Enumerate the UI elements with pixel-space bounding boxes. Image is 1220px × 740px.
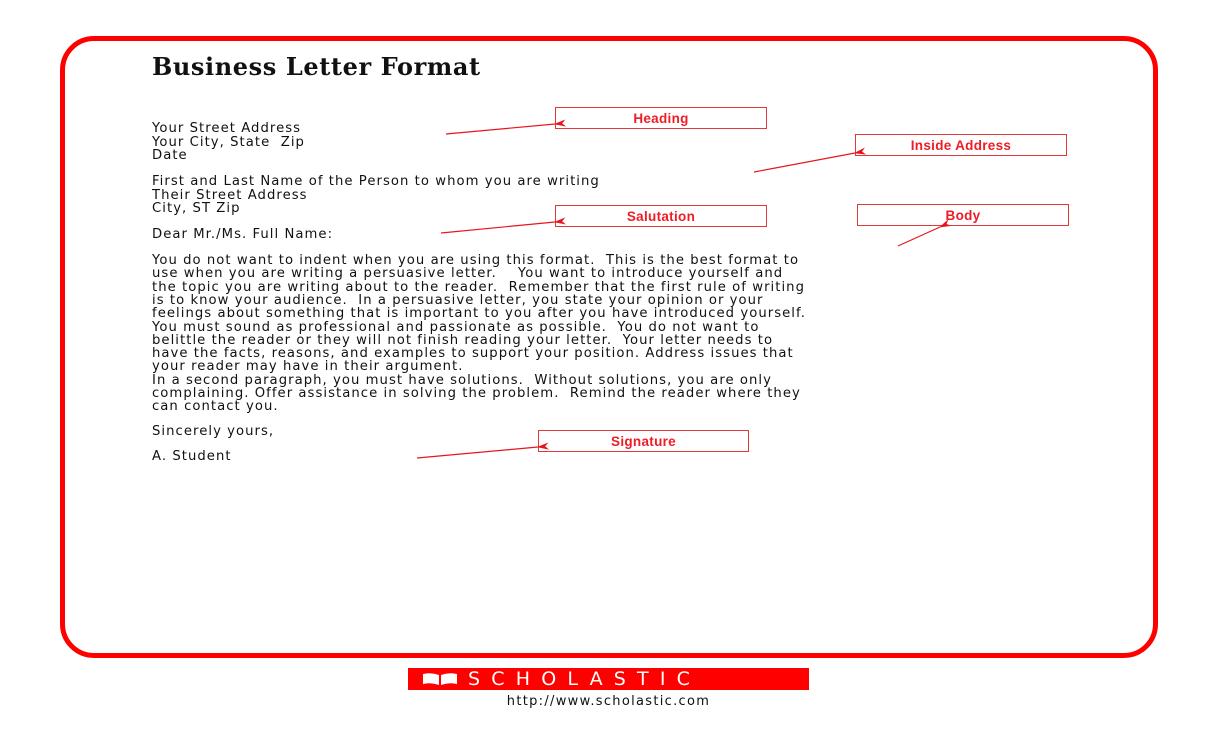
body-line: You must sound as professional and passionate as possible. You do not want to bbox=[152, 319, 760, 335]
body-line: You do not want to indent when you are using this format. This is the best format to bbox=[152, 253, 800, 268]
closing-text: Sincerely yours, bbox=[152, 424, 275, 439]
salutation-text: Dear Mr./Ms. Full Name: bbox=[152, 227, 334, 242]
body-line: is to know your audience. In a persuasive letter, you state your opinion or your bbox=[152, 292, 764, 308]
label-signature: Signature bbox=[538, 430, 749, 452]
body-line: have the facts, reasons, and examples to support your position. Address issues that bbox=[152, 346, 794, 362]
label-heading: Heading bbox=[555, 107, 767, 129]
footer-url[interactable]: http://www.scholastic.com bbox=[506, 694, 711, 709]
brand-name: SCHOLASTIC bbox=[468, 668, 702, 690]
body-line: complaining. Offer assistance in solving the problem. Remind the reader where they bbox=[152, 386, 801, 401]
inside-address-street: Their Street Address bbox=[152, 187, 308, 203]
body-line: In a second paragraph, you must have solutions. Without solutions, you are only bbox=[152, 372, 772, 388]
body-line: belittle the reader or they will not finish reading your letter. Your letter needs to bbox=[152, 332, 774, 348]
body-line: use when you are writing a persuasive letter. You want to introduce yourself and bbox=[152, 266, 784, 282]
body-line: feelings about something that is important to you after you have introduced yourself. bbox=[152, 306, 806, 322]
body-line: the topic you are writing about to the reader. Remember that the first rule of writing bbox=[152, 279, 806, 295]
inside-address-city: City, ST Zip bbox=[152, 201, 241, 216]
body-line: can contact you. bbox=[152, 399, 279, 415]
label-body: Body bbox=[857, 204, 1069, 226]
heading-line-date: Date bbox=[152, 148, 188, 163]
label-inside-address: Inside Address bbox=[855, 134, 1067, 156]
body-line: your reader may have in their argument. bbox=[152, 359, 464, 375]
inside-address-name: First and Last Name of the Person to whom you are writing bbox=[152, 174, 600, 189]
heading-line-street: Your Street Address bbox=[152, 121, 302, 136]
signature-text: A. Student bbox=[152, 449, 232, 464]
scholastic-logo bbox=[408, 668, 809, 690]
heading-line-city: Your City, State Zip bbox=[152, 134, 305, 150]
label-salutation: Salutation bbox=[555, 205, 767, 227]
open-book-icon bbox=[422, 672, 458, 686]
page-title: Business Letter Format bbox=[152, 52, 481, 81]
